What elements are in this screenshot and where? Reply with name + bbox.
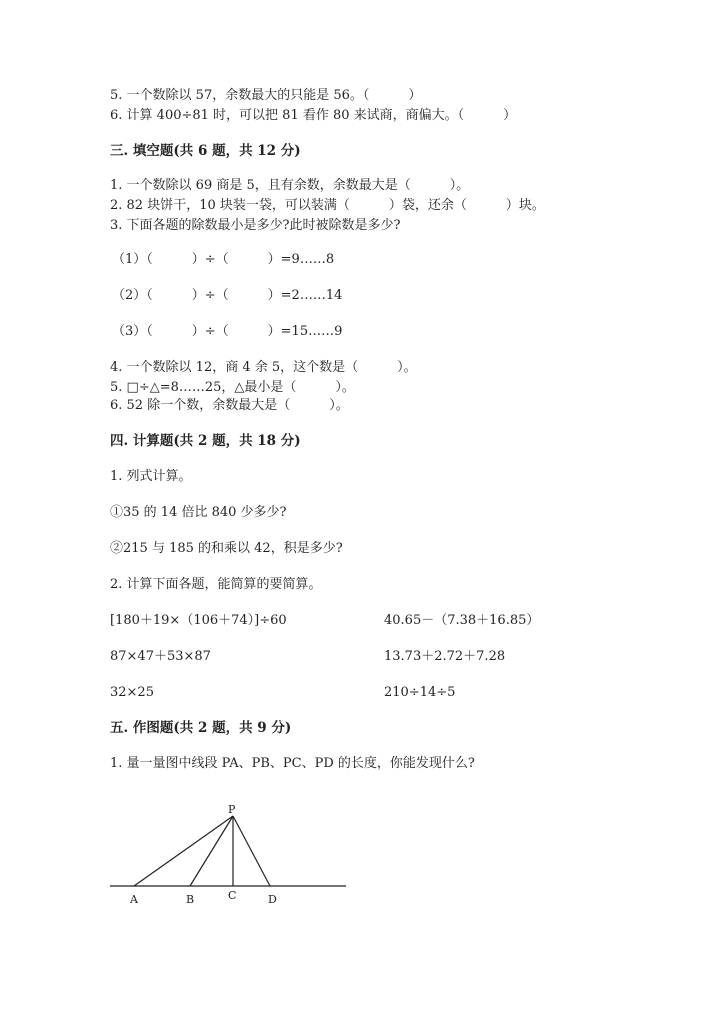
label-c: C [228, 889, 237, 902]
fill-blank-heading: 三. 填空题(共 6 题，共 12 分) [110, 143, 301, 159]
label-p: P [228, 803, 236, 816]
calc-row-1-left: [180＋19×（106＋74）]÷60 [110, 613, 287, 628]
segment-pa [134, 816, 233, 886]
calc-row-2-right: 13.73＋2.72＋7.28 [384, 649, 506, 664]
label-a: A [130, 893, 138, 906]
fill-blank-q2: 2. 82 块饼干，10 块装一袋，可以装满（ ）袋，还余（ ）块。 [110, 198, 545, 213]
fill-blank-q4: 4. 一个数除以 12，商 4 余 5，这个数是（ ）。 [110, 360, 417, 375]
calc-q1: 1. 列式计算。 [110, 469, 192, 484]
judgment-q5: 5. 一个数除以 57，余数最大的只能是 56。（ ） [110, 88, 422, 103]
fill-blank-q3-sub-2: （2）（ ）÷（ ）=2……14 [112, 288, 343, 303]
fill-blank-q3-sub-3: （3）（ ）÷（ ）=15……9 [112, 324, 343, 339]
drawing-q1: 1. 量一量图中线段 PA、PB、PC、PD 的长度，你能发现什么? [110, 756, 475, 771]
fill-blank-q6: 6. 52 除一个数，余数最大是（ ）。 [110, 398, 349, 413]
calc-row-3-left: 32×25 [110, 685, 154, 700]
fill-blank-q1: 1. 一个数除以 69 商是 5，且有余数，余数最大是（ ）。 [110, 178, 470, 193]
fill-blank-q5: 5. □÷△=8……25，△最小是（ ）。 [110, 380, 355, 395]
calc-row-3-right: 210÷14÷5 [384, 685, 456, 700]
calc-q1-a: ①35 的 14 倍比 840 少多少? [110, 505, 287, 520]
segment-pb [190, 816, 233, 886]
calc-row-2-left: 87×47＋53×87 [110, 649, 211, 664]
calc-heading: 四. 计算题(共 2 题，共 18 分) [110, 433, 301, 449]
segment-pd [233, 816, 270, 886]
calc-q1-b: ②215 与 185 的和乘以 42，积是多少? [110, 541, 343, 556]
label-d: D [268, 893, 277, 906]
fill-blank-q3-sub-1: （1）（ ）÷（ ）=9……8 [112, 252, 335, 267]
fill-blank-q3: 3. 下面各题的除数最小是多少?此时被除数是多少? [110, 218, 401, 233]
calc-q2: 2. 计算下面各题，能简算的要简算。 [110, 577, 322, 592]
label-b: B [186, 893, 195, 906]
calc-row-1-right: 40.65－（7.38＋16.85） [384, 613, 540, 628]
drawing-heading: 五. 作图题(共 2 题，共 9 分) [110, 720, 292, 736]
judgment-q6: 6. 计算 400÷81 时，可以把 81 看作 80 来试商，商偏大。（ ） [110, 108, 517, 123]
